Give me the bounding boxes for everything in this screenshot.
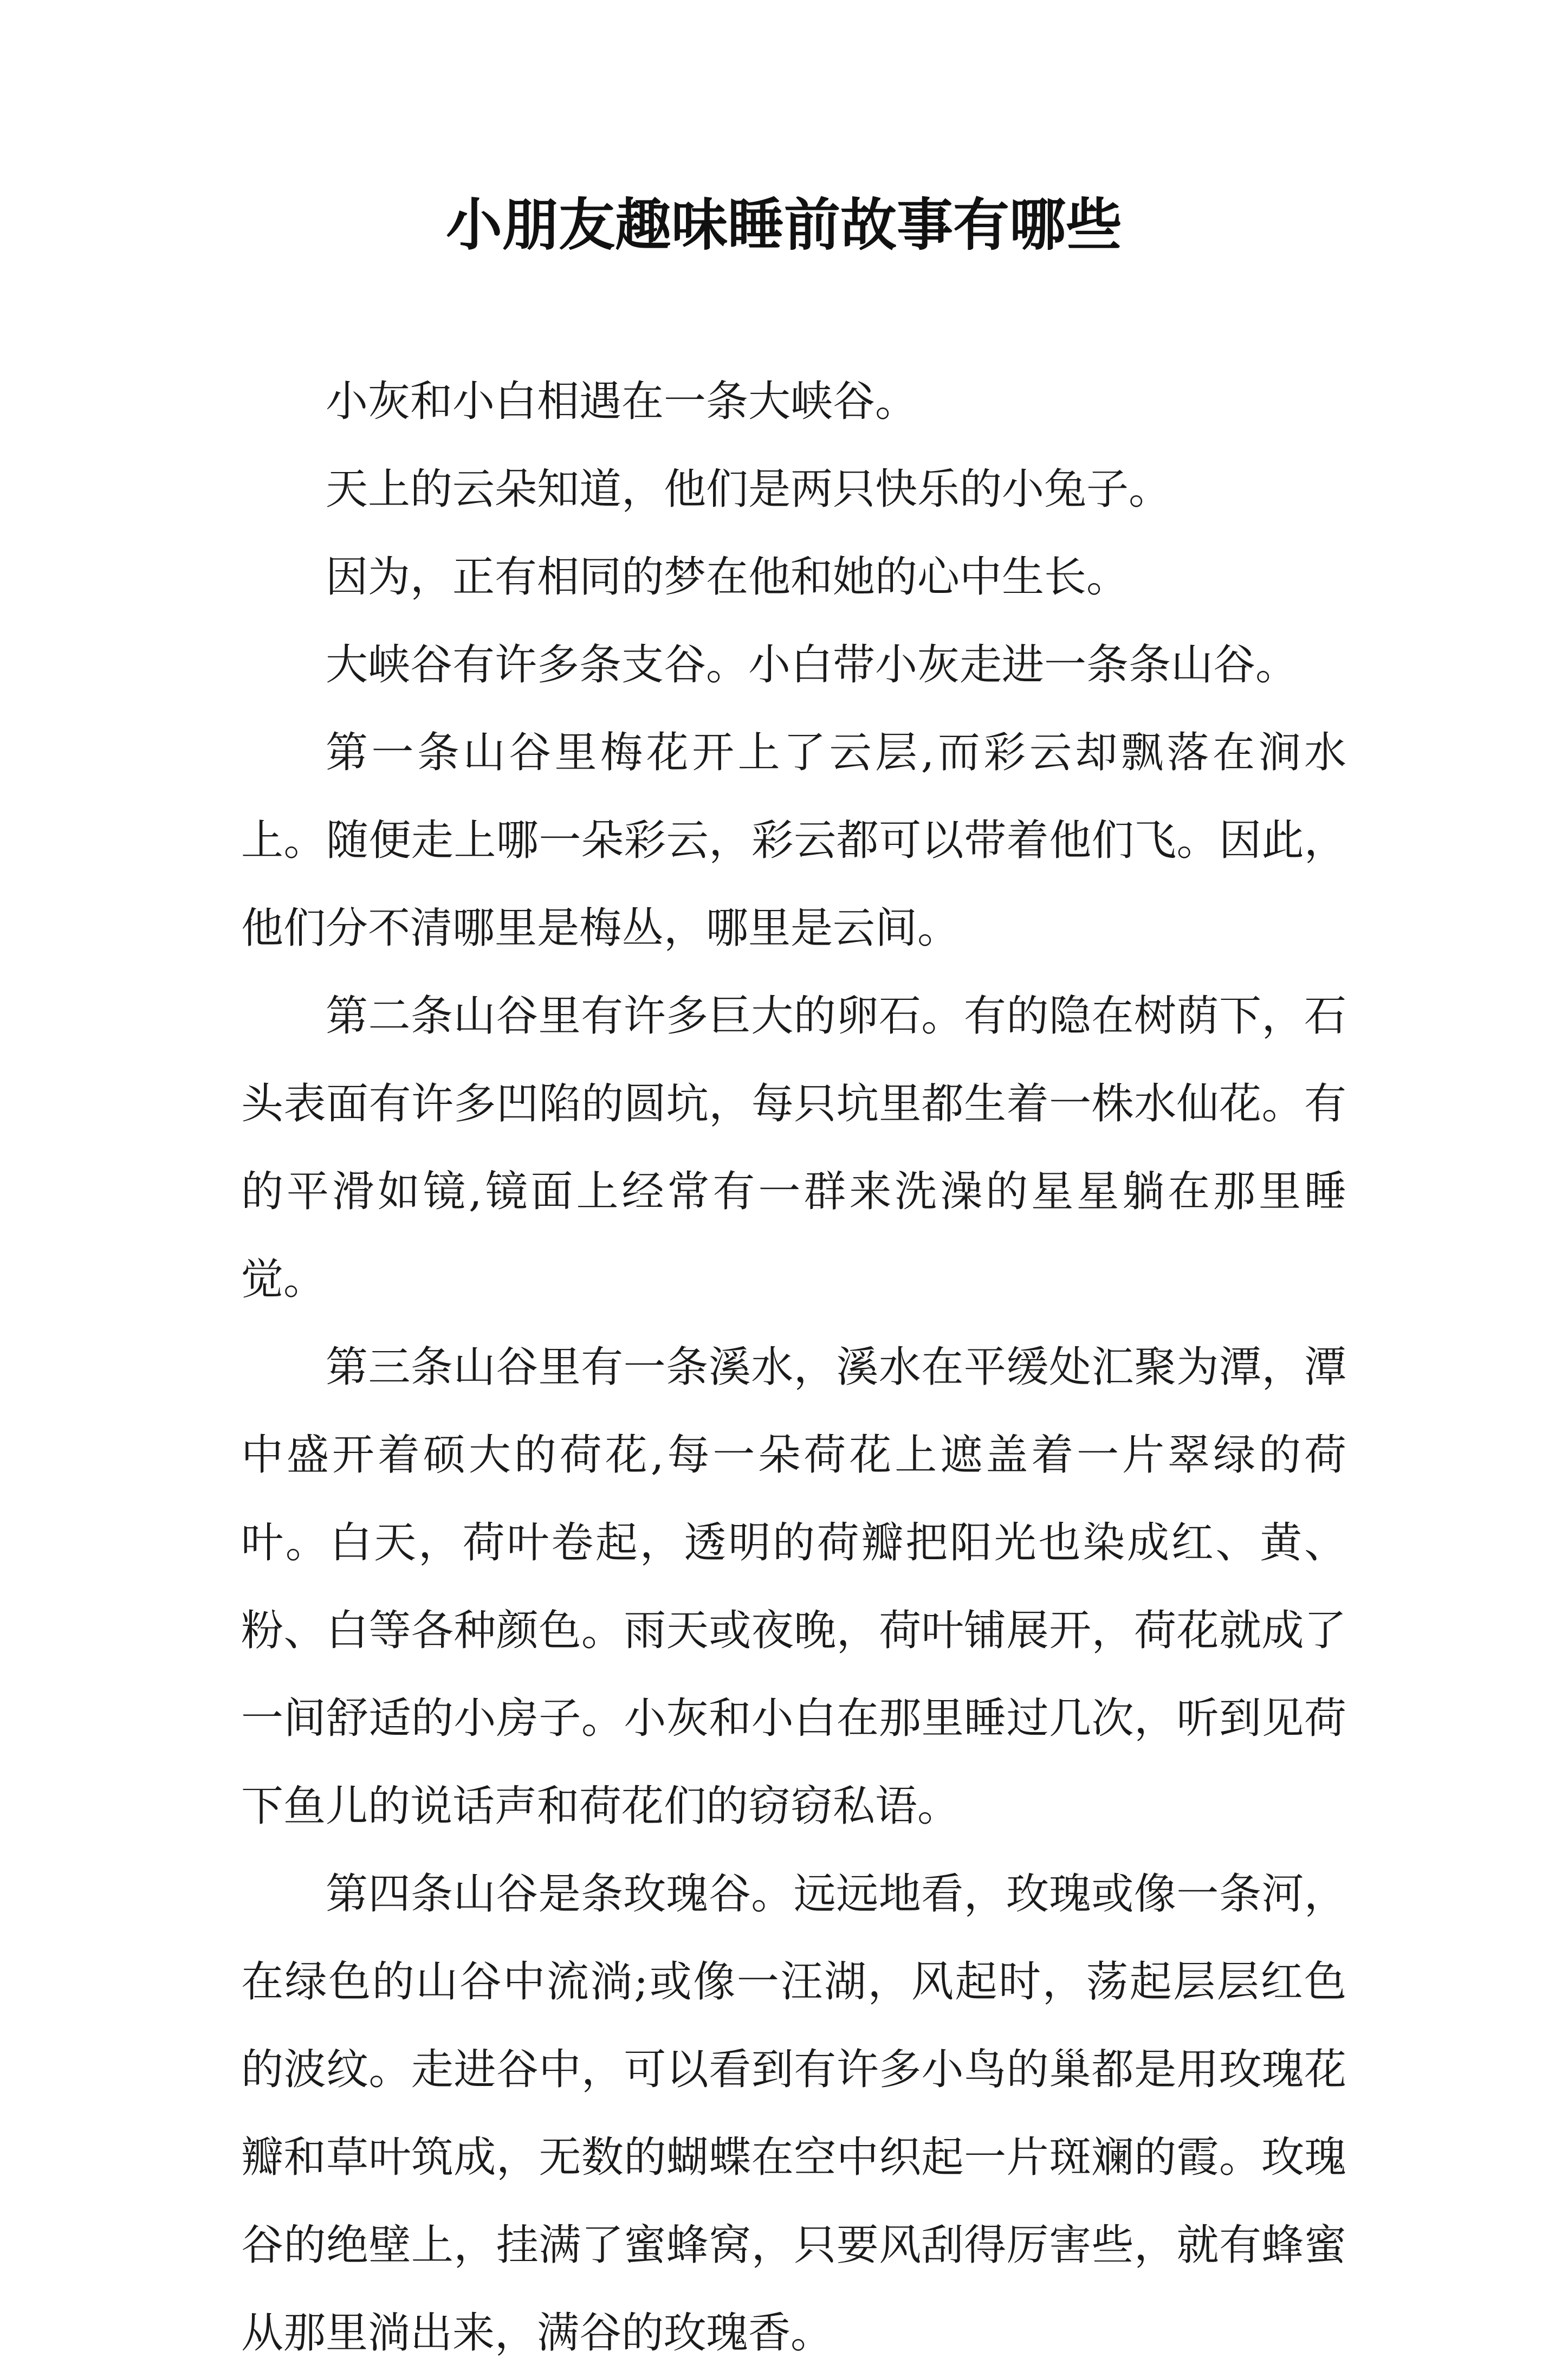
- paragraph: 第一条山谷里梅花开上了云层,而彩云却飘落在涧水上。随便走上哪一朵彩云，彩云都可以带着他们飞。因此，他们分不清哪里是梅丛，哪里是云间。: [241, 728, 1346, 953]
- paragraph: 第四条山谷是条玫瑰谷。远远地看，玫瑰或像一条河，在绿色的山谷中流淌;或像一汪湖，风起时，荡起层层红色的波纹。走进谷中，可以看到有许多小鸟的巢都是用玫瑰花瓣和草叶筑成，无数的蝴蝶在空中织起一片斑斓的霞。玫瑰谷的绝壁上，挂满了蜜蜂窝，只要风刮得厉害些，就有蜂蜜从那里淌出来，满谷的玫瑰香。: [241, 1870, 1346, 2357]
- paragraph: 第二条山谷里有许多巨大的卵石。有的隐在树荫下，石头表面有许多凹陷的圆坑，每只坑里都生着一株水仙花。有的平滑如镜,镜面上经常有一群来洗澡的星星躺在那里睡觉。: [241, 992, 1346, 1304]
- paragraph: 小灰和小白相遇在一条大峡谷。: [326, 377, 918, 426]
- paragraph: 天上的云朵知道，他们是两只快乐的小兔子。: [326, 465, 1171, 514]
- page-title: 小朋友趣味睡前故事有哪些: [445, 191, 1122, 258]
- paragraph: 第三条山谷里有一条溪水，溪水在平缓处汇聚为潭，潭中盛开着硕大的荷花,每一朵荷花上遮盖着一片翠绿的荷叶。白天，荷叶卷起，透明的荷瓣把阳光也染成红、黄、粉、白等各种颜色。雨天或夜晚，荷叶铺展开，荷花就成了一间舒适的小房子。小灰和小白在那里睡过几次，听到见荷下鱼儿的说话声和荷花们的窃窃私语。: [241, 1343, 1346, 1831]
- paragraph: 因为，正有相同的梦在他和她的心中生长。: [326, 553, 1129, 602]
- document-body: [241, 358, 1346, 2377]
- paragraph: 大峡谷有许多条支谷。小白带小灰走进一条条山谷。: [326, 641, 1298, 689]
